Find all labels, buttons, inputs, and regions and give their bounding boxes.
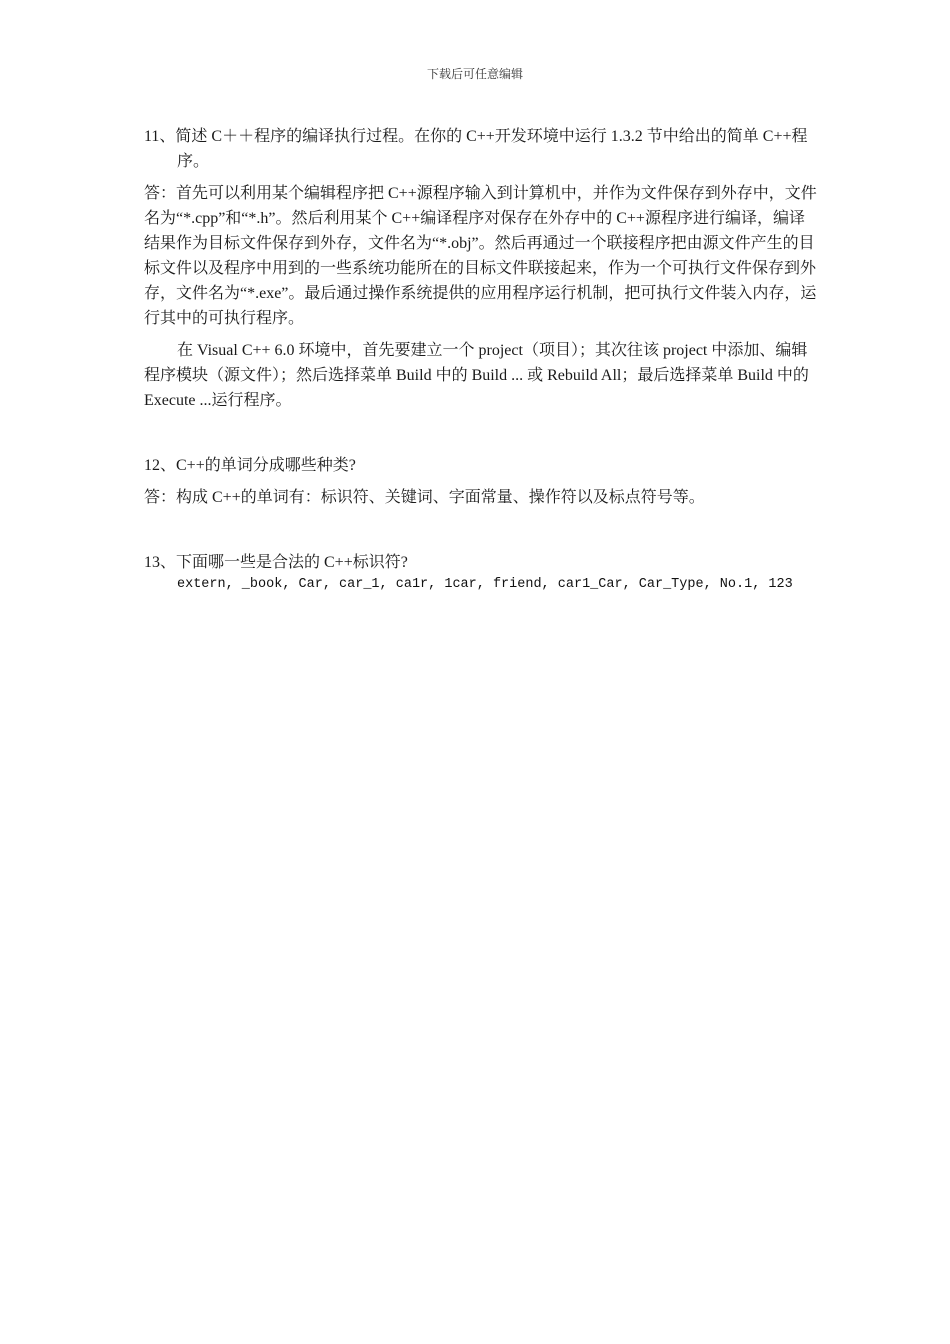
question-13: 13、下面哪一些是合法的 C++标识符? [144, 554, 408, 571]
document-body [144, 124, 819, 593]
question-12: 12、C++的单词分成哪些种类? [144, 457, 356, 474]
answer-12: 答：构成 C++的单词有：标识符、关键词、字面常量、操作符以及标点符号等。 [144, 489, 705, 506]
identifier-list-code: extern, _book, Car, car_1, ca1r, 1car, friend, car1_Car, Car_Type, No.1, 123 [177, 577, 793, 592]
answer-11-continued: 在 Visual C++ 6.0 环境中，首先要建立一个 project（项目）；其次往该 project 中添加、编辑程序模块（源文件）；然后选择菜单 Build 中的 Build ... 或 Rebuild All；最后选择菜单 Build 中的 Execute ...运行程序。 [144, 342, 809, 409]
section-spacer [144, 413, 819, 453]
answer-11: 答：首先可以利用某个编辑程序把 C++源程序输入到计算机中，并作为文件保存到外存中，文件名为“*.cpp”和“*.h”。然后利用某个 C++编译程序对保存在外存中的 C++源程序进行编译，编译结果作为目标文件保存到外存，文件名为“*.obj”。然后再通过一个联接程序把由源文件产生的目标文件以及程序中用到的一些系统功能所在的目标文件联接起来，作为一个可执行文件保存到外存，文件名为“*.exe”。最后通过操作系统提供的应用程序运行机制，把可执行文件装入内存，运行其中的可执行程序。 [144, 185, 817, 327]
section-spacer [144, 510, 819, 550]
question-11: 11、简述 C＋＋程序的编译执行过程。在你的 C++开发环境中运行 1.3.2 节中给出的简单 C++程序。 [144, 128, 808, 170]
page-header: 下载后可任意编辑 [426, 67, 523, 81]
